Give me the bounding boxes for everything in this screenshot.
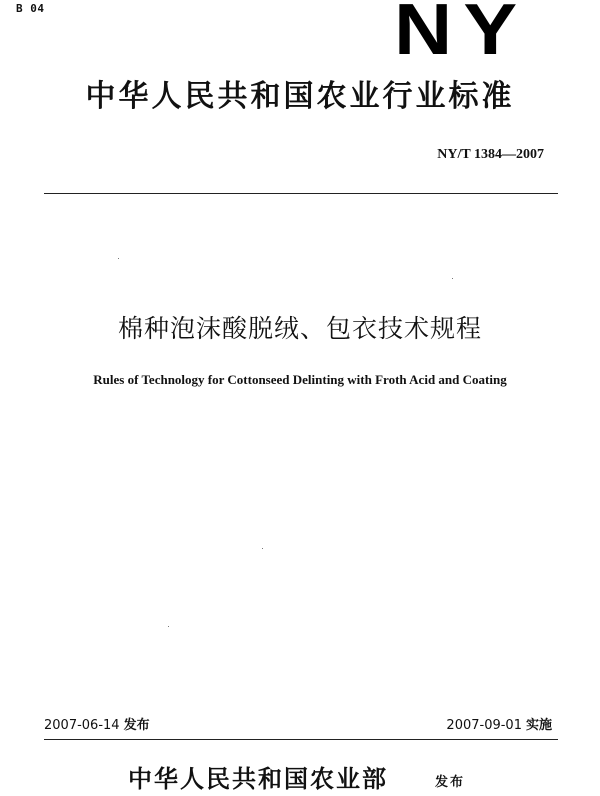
standard-number: NY/T 1384—2007 [437, 147, 544, 162]
classification-code: B 04 [16, 2, 45, 15]
implement-label: 实施 [525, 718, 552, 733]
issue-label: 发布 [123, 718, 150, 733]
bottom-divider [44, 739, 558, 740]
implement-date-block [446, 719, 552, 732]
document-title-chinese: 棉种泡沫酸脱绒、包衣技术规程 [117, 314, 482, 343]
scan-speck [118, 258, 119, 259]
top-divider [44, 193, 558, 194]
issue-date-block [44, 719, 150, 732]
scan-speck [168, 626, 169, 627]
implement-date: 2007-09-01 [446, 718, 522, 733]
scan-speck [452, 278, 453, 279]
ny-logo: NY [394, 0, 529, 70]
issue-date: 2007-06-14 [44, 718, 120, 733]
scan-speck [262, 548, 263, 549]
document-title-english: Rules of Technology for Cottonseed Delinting with Froth Acid and Coating [93, 372, 507, 387]
standard-type-heading: 中华人民共和国农业行业标准 [85, 79, 515, 114]
issued-word: 发布 [435, 775, 466, 790]
issuing-authority: 中华人民共和国农业部 [128, 765, 388, 793]
